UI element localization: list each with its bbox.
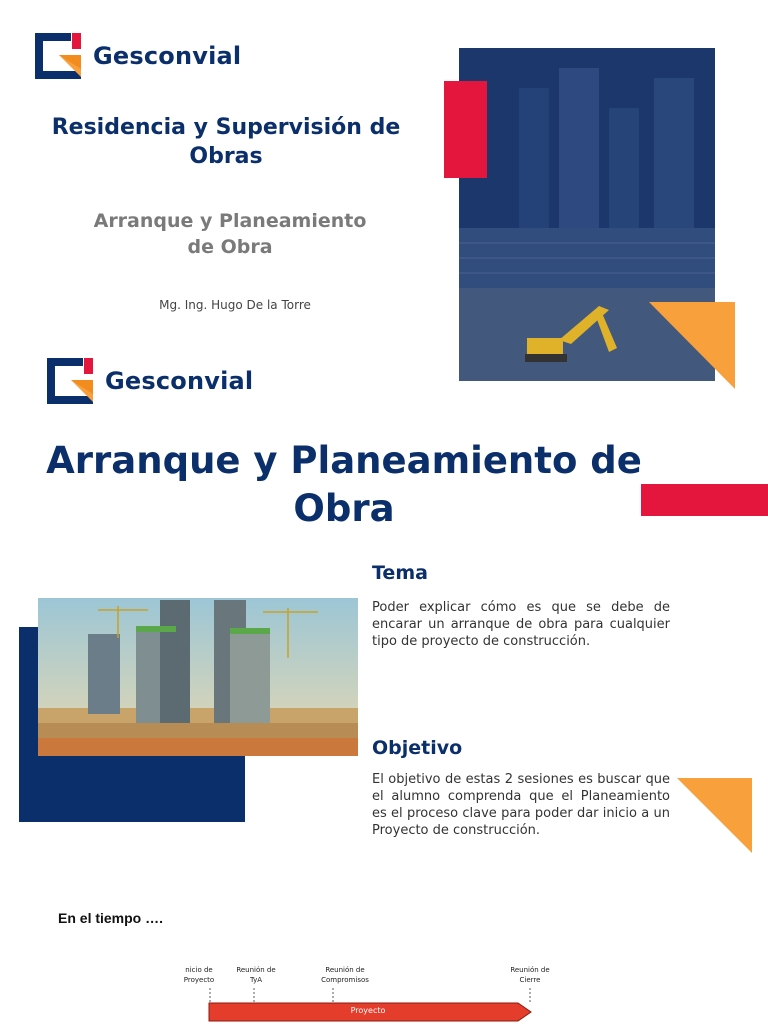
objetivo-heading: Objetivo bbox=[372, 737, 463, 759]
gesconvial-logo-icon bbox=[47, 358, 93, 404]
tema-text: Poder explicar cómo es que se debe de encarar un arranque de obra para cualquier tipo de proyecto de construcción. bbox=[372, 600, 670, 649]
gesconvial-logo-2 bbox=[47, 358, 253, 404]
timeline bbox=[0, 960, 768, 1024]
course-title: Residencia y Supervisión de Obras bbox=[51, 115, 401, 169]
red-bar-accent bbox=[641, 484, 768, 516]
orange-triangle-accent bbox=[649, 302, 735, 389]
milestone-label: Reunión de TyA bbox=[236, 966, 276, 984]
logo-text: Gesconvial bbox=[93, 42, 242, 70]
objetivo-text: El objetivo de estas 2 sesiones es buscar que el alumno comprenda que el Planeamiento es el proceso clave para poder dar inicio a un Proyecto de construcción. bbox=[372, 772, 670, 838]
construction-photo bbox=[38, 598, 358, 756]
timeline-heading: En el tiempo …. bbox=[58, 910, 164, 926]
author: Mg. Ing. Hugo De la Torre bbox=[159, 298, 311, 312]
gesconvial-logo bbox=[35, 33, 241, 79]
gesconvial-logo-icon bbox=[35, 33, 81, 79]
milestone-label: Reunión de Cierre bbox=[510, 966, 550, 984]
logo-text: Gesconvial bbox=[105, 367, 254, 395]
milestone-label: Reunión de Compromisos bbox=[321, 966, 369, 984]
milestone-label: nicio de Proyecto bbox=[183, 966, 215, 984]
red-accent-block bbox=[444, 81, 487, 178]
tema-heading: Tema bbox=[372, 562, 428, 584]
main-title: Arranque y Planeamiento de Obra bbox=[46, 439, 642, 530]
project-bar-label: Proyecto bbox=[350, 1006, 386, 1015]
orange-triangle-accent-2 bbox=[677, 778, 752, 853]
subtitle: Arranque y Planeamiento de Obra bbox=[93, 210, 367, 258]
